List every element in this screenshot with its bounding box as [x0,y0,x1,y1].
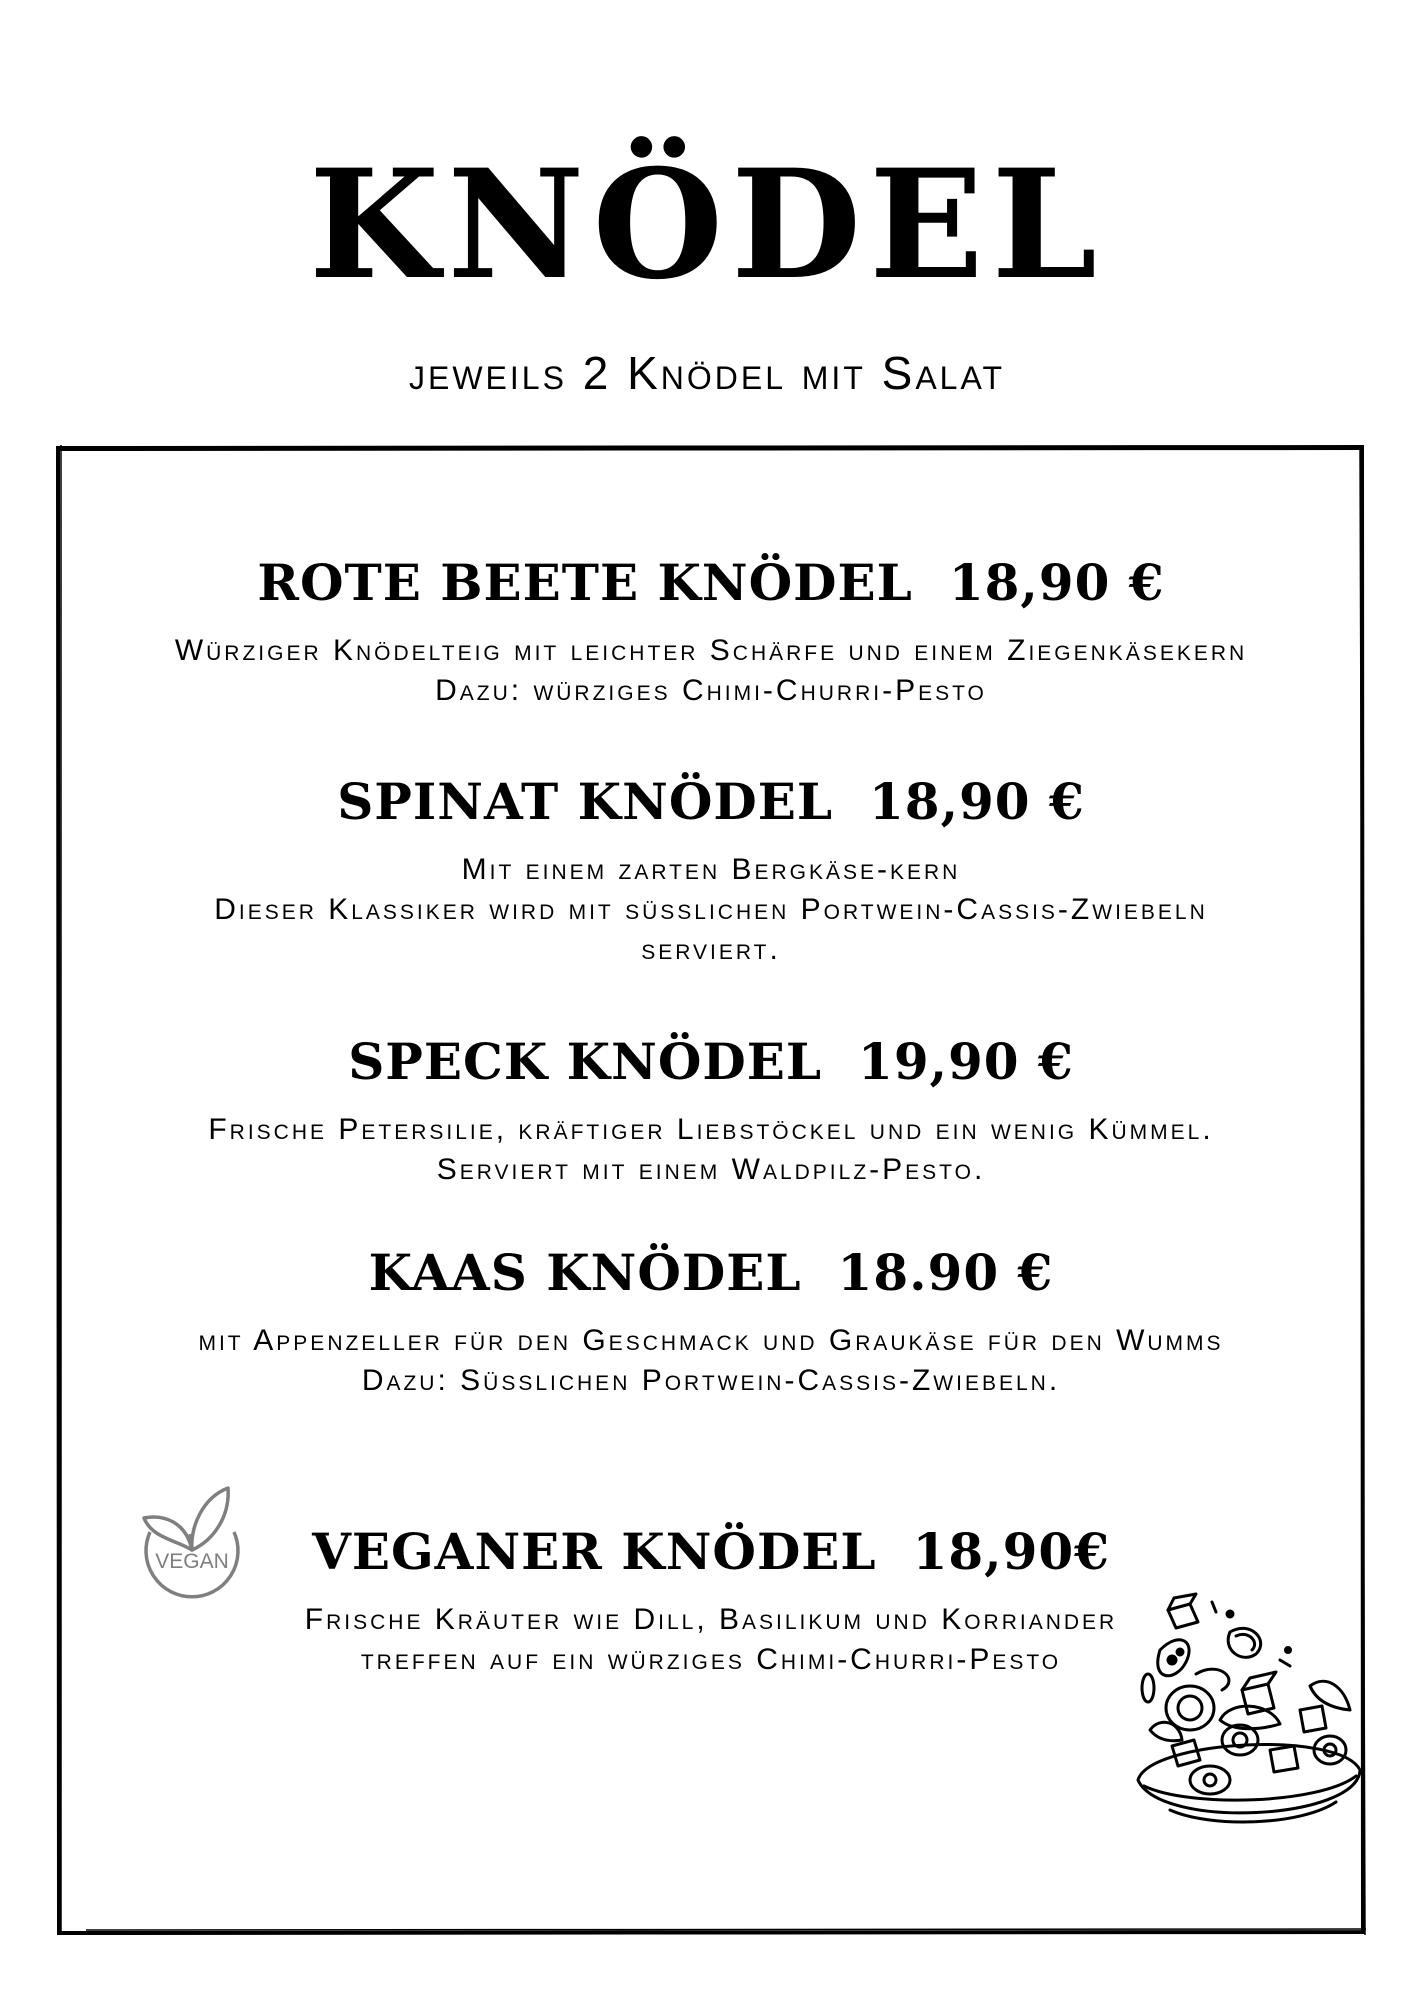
menu-item-rote-beete [56,553,1366,711]
description-line: Mit einem zarten Bergkäse-kern [461,853,961,886]
menu-item-kaas [56,1243,1366,1401]
item-description [56,631,1366,711]
description-line: mit Appenzeller für den Geschmack und Graukäse für den Wumms [198,1324,1224,1357]
item-name: ROTE BEETE KNÖDEL [257,553,913,612]
description-line: Frische Petersilie, kräftiger Liebstöckel und ein wenig Kümmel. [208,1113,1214,1146]
item-heading [56,553,1366,613]
item-description [56,1321,1366,1401]
item-price: 18,90 € [948,553,1165,612]
description-line: Dieser Klassiker wird mit süsslichen Portwein-Cassis-Zwiebeln [214,893,1208,926]
menu-item-speck [56,1032,1366,1190]
vegan-label: VEGAN [155,1550,229,1573]
description-line: Frische Kräuter wie Dill, Basilikum und Korriander [304,1603,1118,1636]
item-price: 18,90€ [912,1522,1110,1581]
salad-bowl-icon [1130,1590,1370,1840]
description-line: Würziger Knödelteig mit leichter Schärfe und einem Ziegenkäsekern [174,634,1248,667]
page-title: KNÖDEL [308,137,1106,313]
item-price: 18.90 € [837,1243,1054,1302]
item-heading [56,1243,1366,1303]
item-name: VEGANER KNÖDEL [312,1522,877,1581]
description-line: serviert. [641,933,781,966]
description-line: Dazu: würziges Chimi-Churri-Pesto [435,674,987,707]
description-line: Serviert mit einem Waldpilz-Pesto. [436,1153,986,1186]
item-price: 19,90 € [858,1032,1074,1091]
item-heading [56,772,1366,832]
item-name: SPINAT KNÖDEL [337,772,834,831]
item-name: SPECK KNÖDEL [348,1032,823,1091]
vegan-leaf-icon [130,1480,254,1604]
item-heading [56,1032,1366,1092]
item-name: KAAS KNÖDEL [368,1243,802,1302]
description-line: treffen auf ein würziges Chimi-Churri-Pesto [360,1643,1062,1676]
menu-item-spinat [56,772,1366,970]
item-description [56,850,1366,970]
page-subtitle: jeweils 2 Knödel mit Salat [409,347,1005,399]
item-price: 18,90 € [869,772,1085,831]
description-line: Dazu: Süsslichen Portwein-Cassis-Zwiebeln. [361,1364,1061,1397]
item-description [56,1110,1366,1190]
